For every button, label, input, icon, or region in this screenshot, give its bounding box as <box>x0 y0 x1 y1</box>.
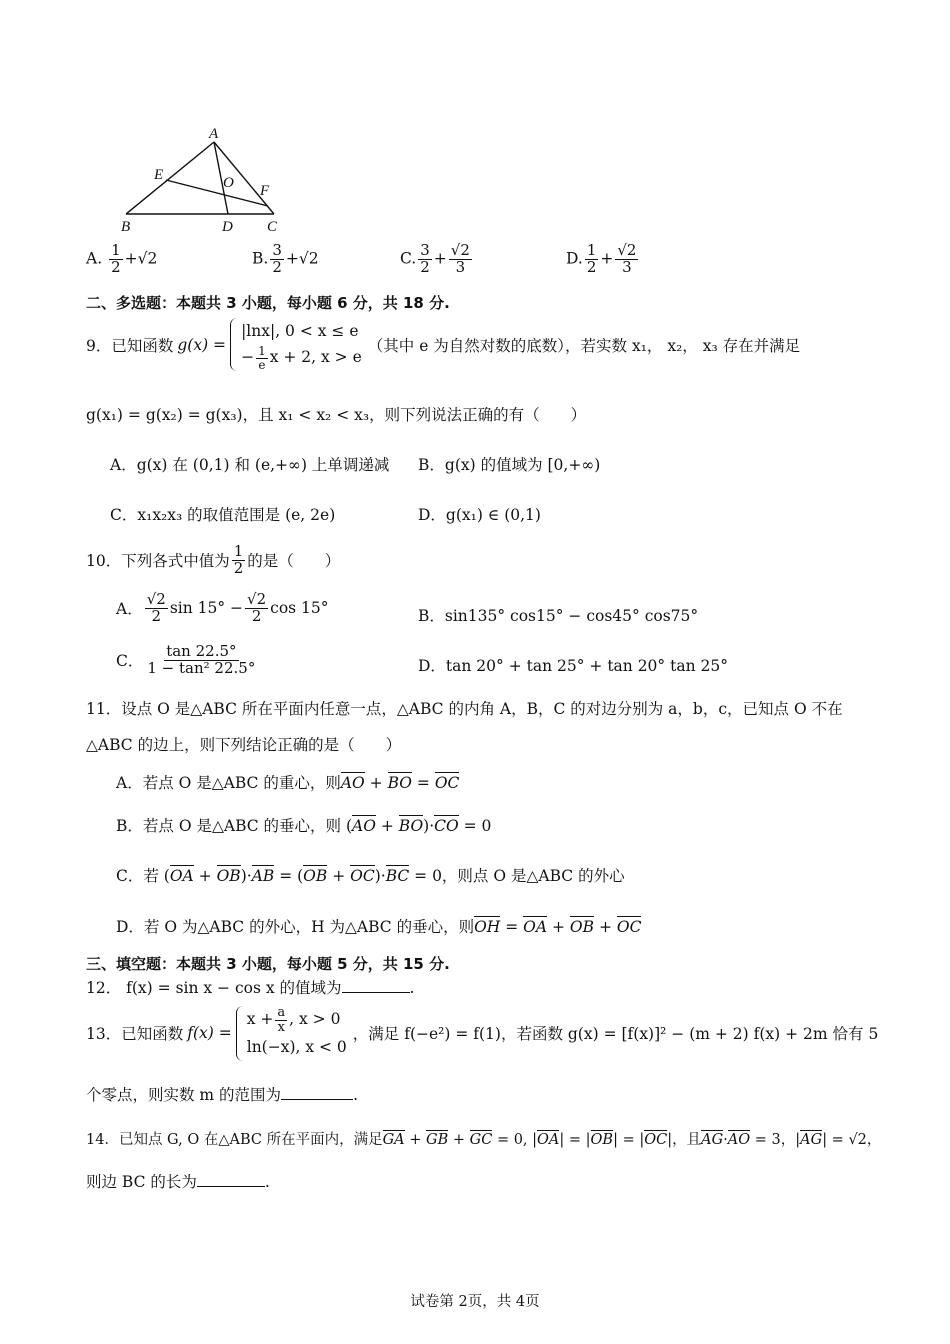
q8-option-b[interactable] <box>252 243 319 276</box>
q13-row1-frac <box>275 1006 287 1034</box>
q11-d-v1: OH <box>474 918 501 936</box>
triangle-lines <box>126 142 274 214</box>
q11-d-eq: = <box>500 918 524 936</box>
q11-a-v1: AO <box>340 774 365 792</box>
label-f: F <box>260 183 270 199</box>
label-b: B <box>121 219 131 235</box>
q14-v3: GC <box>469 1132 493 1148</box>
q11-option-d[interactable] <box>116 915 641 937</box>
q10-a-frac1 <box>145 592 168 625</box>
q8-d-frac1 <box>585 243 599 276</box>
q9-line2: g(x₁) = g(x₂) = g(x₃)，且 x₁ < x₂ < x₃，则下列说法正确的有（ ） <box>86 406 587 424</box>
q11-d-pre: D．若 O 为△ABC 的外心，H 为△ABC 的垂心，则 <box>116 918 475 936</box>
q13-row1-pre: x + <box>246 1010 274 1029</box>
q13-stem <box>86 1006 878 1061</box>
q8-a-frac <box>109 243 123 276</box>
q10-c-den: 1 − tan² 22.5° <box>147 658 256 677</box>
label-c: C <box>267 219 278 235</box>
section3-title: 三、填空题：本题共 3 小题，每小题 5 分，共 15 分. <box>86 955 450 973</box>
q9-row2-frac <box>256 345 268 371</box>
q8-a-label: A. <box>86 249 103 268</box>
q9-brace <box>230 318 237 371</box>
q9-option-a[interactable]: A．g(x) 在 (0,1) 和 (e,+∞) 上单调递减 <box>110 456 390 474</box>
q11-c-pre: C．若 ( <box>116 867 170 885</box>
q10-option-c[interactable] <box>116 644 259 677</box>
q14-v4: OA <box>537 1132 560 1148</box>
q11-d-p2: + <box>594 918 617 936</box>
q8-c-den2: 3 <box>455 257 466 276</box>
q11-c-plus2: + <box>327 867 351 885</box>
q10-stem <box>86 544 340 577</box>
q13-row1 <box>247 1006 347 1034</box>
q11-a-eq: = <box>411 774 435 792</box>
q11-option-c[interactable] <box>116 864 625 886</box>
q11-b-plus: + <box>375 817 399 835</box>
q8-d-den2: 3 <box>622 257 632 276</box>
q13-row1-post: , x > 0 <box>289 1010 341 1029</box>
q10-a-label: A． <box>116 600 143 619</box>
q14-line1 <box>86 1128 881 1149</box>
q14-v7: AG <box>701 1132 724 1148</box>
q8-c-frac1 <box>418 243 432 276</box>
q14-line2-text: 则边 BC 的长为 <box>86 1173 197 1191</box>
q14-v9: AG <box>800 1132 823 1148</box>
q8-b-den: 2 <box>272 257 282 276</box>
q10-option-b[interactable]: B．sin135° cos15° − cos45° cos75° <box>418 607 699 625</box>
q10-a-end: cos 15° <box>270 599 329 618</box>
q13-lead: 13．已知函数 <box>86 1025 184 1044</box>
q13-func: f(x) = <box>187 1024 232 1043</box>
q8-b-frac <box>270 243 284 276</box>
q11-c-v6: BC <box>385 867 410 885</box>
q8-d-label: D. <box>566 249 583 268</box>
q9-row1: |lnx|, 0 < x ≤ e <box>241 322 359 340</box>
q14-answer-blank[interactable] <box>197 1172 265 1187</box>
q14-v8: AO <box>727 1132 751 1148</box>
q9-option-c[interactable]: C．x₁x₂x₃ 的取值范围是 (e, 2e) <box>110 506 336 524</box>
q11-b-end: = 0 <box>458 817 492 835</box>
q8-b-label: B. <box>252 249 269 268</box>
line-ef <box>166 180 268 206</box>
q11-c-v5: OC <box>350 867 375 885</box>
q11-a-v3: OC <box>434 774 460 792</box>
q10-c-frac <box>145 644 257 677</box>
q9-option-b[interactable]: B．g(x) 的值域为 [0,+∞) <box>418 456 601 474</box>
q8-b-tail: +√2 <box>285 249 319 268</box>
q9-func: g(x) = <box>177 335 227 354</box>
section2-title: 二、多选题：本题共 3 小题，每小题 6 分，共 18 分. <box>86 294 450 312</box>
q11-c-eq: = ( <box>274 867 304 885</box>
q9-row2 <box>241 344 362 371</box>
q9-piecewise <box>230 318 362 371</box>
q11-b-v3: CO <box>434 817 459 835</box>
page-footer: 试卷第 2页，共 4页 <box>410 1294 540 1310</box>
q8-a-num: 1 <box>111 241 121 259</box>
q11-option-a[interactable] <box>116 771 459 793</box>
q9-row2-den: e <box>258 357 266 372</box>
q8-d-num: 1 <box>586 241 597 259</box>
q11-c-v1: OA <box>169 867 194 885</box>
q9-stem <box>86 318 800 371</box>
q10-a-d1: 2 <box>151 606 162 625</box>
q13-tail: ，满足 f(−e²) = f(1)，若函数 g(x) = [f(x)]² − (m + 2) f(x) + 2m 恰有 5 <box>352 1025 879 1044</box>
q10-a-frac2 <box>245 592 268 625</box>
q11-a-pre: A．若点 O 是△ABC 的重心，则 <box>116 774 341 792</box>
q14-mid3: | = | <box>613 1132 645 1148</box>
q8-c-label: C. <box>400 249 417 268</box>
q13-line2-text: 个零点，则实数 m 的范围为 <box>86 1086 282 1104</box>
q11-c-dot2: )· <box>374 867 386 885</box>
q11-a-plus: + <box>364 774 388 792</box>
label-a: A <box>209 126 219 142</box>
q8-b-num: 3 <box>272 241 282 259</box>
q12-end: . <box>409 979 415 997</box>
q13-brace <box>236 1006 243 1061</box>
q8-option-d[interactable] <box>566 243 640 276</box>
q8-d-frac2 <box>615 243 638 276</box>
q11-c-plus1: + <box>193 867 217 885</box>
label-o: O <box>223 175 234 191</box>
q8-a-tail: +√2 <box>124 249 158 268</box>
q14-pre: 14．已知点 G, O 在△ABC 所在平面内，满足 <box>86 1132 383 1148</box>
q12 <box>86 976 414 998</box>
q10-tail: 的是（ ） <box>247 552 341 571</box>
q14-v5: OB <box>590 1132 614 1148</box>
q12-answer-blank[interactable] <box>342 978 410 993</box>
q13-row1-den: x <box>277 1019 285 1035</box>
q10-num: 1 <box>233 542 244 560</box>
q10-lead: 10．下列各式中值为 <box>86 552 230 571</box>
q9-row2-num: 1 <box>258 344 266 359</box>
side-ab <box>126 142 214 214</box>
q8-c-plus: + <box>433 249 447 268</box>
q14-end: | = √2， <box>822 1132 882 1148</box>
q11-c-dot1: )· <box>240 867 252 885</box>
q8-d-den: 2 <box>586 257 597 276</box>
q14-v2: GB <box>426 1132 449 1148</box>
q14-mid2: | = | <box>559 1132 591 1148</box>
q10-a-n2: √2 <box>247 590 267 608</box>
q13-piecewise <box>236 1006 347 1061</box>
q8-option-a[interactable] <box>86 243 157 276</box>
q10-c-label: C． <box>116 652 144 671</box>
q13-line2 <box>86 1083 358 1105</box>
q8-a-den: 2 <box>111 257 121 276</box>
q10-den: 2 <box>233 558 244 577</box>
q11-d-v4: OC <box>616 918 642 936</box>
q11-b-pre: B．若点 O 是△ABC 的垂心，则 ( <box>116 817 353 835</box>
q10-a-d2: 2 <box>251 606 262 625</box>
q14-v6: OC <box>644 1132 668 1148</box>
q10-option-a[interactable] <box>116 592 329 625</box>
q14-mid1: = 0, | <box>492 1132 538 1148</box>
q9-row2-pre: − <box>241 348 255 367</box>
q11-option-b[interactable] <box>116 814 491 836</box>
q14-mid4: |，且 <box>667 1132 702 1148</box>
q10-frac <box>232 544 246 577</box>
q10-option-d[interactable]: D．tan 20° + tan 25° + tan 20° tan 25° <box>418 657 728 675</box>
q11-d-v3: OB <box>569 918 595 936</box>
q14-p2: + <box>448 1132 470 1148</box>
q13-end: . <box>353 1086 358 1104</box>
q10-c-num: tan 22.5° <box>166 642 237 660</box>
q14-v1: GA <box>382 1132 405 1148</box>
q9-tail: （其中 e 为自然对数的底数），若实数 x₁， x₂， x₃ 存在并满足 <box>367 336 801 355</box>
label-d: D <box>222 219 233 235</box>
q13-row1-num: a <box>277 1005 286 1020</box>
q13-answer-blank[interactable] <box>281 1085 353 1100</box>
q11-d-v2: OA <box>523 918 548 936</box>
q11-line1: 11．设点 O 是△ABC 所在平面内任意一点，△ABC 的内角 A，B，C 的对边分别为 a，b，c，已知点 O 不在 <box>86 700 843 718</box>
q8-option-c[interactable] <box>400 243 474 276</box>
q11-c-v2: OB <box>216 867 241 885</box>
q13-row2: ln(−x), x < 0 <box>246 1038 347 1057</box>
label-e: E <box>154 167 164 183</box>
q11-c-v4: OB <box>303 867 328 885</box>
q10-a-n1: √2 <box>146 590 166 608</box>
q9-option-d[interactable]: D．g(x₁) ∈ (0,1) <box>418 506 541 524</box>
q11-c-end: = 0，则点 O 是△ABC 的外心 <box>409 867 625 885</box>
q14-line2 <box>86 1170 270 1192</box>
q9-row2-post: x + 2, x > e <box>269 348 362 367</box>
q11-b-v2: BO <box>398 817 424 835</box>
q11-b-v1: AO <box>352 817 376 835</box>
q11-a-v2: BO <box>387 774 412 792</box>
q8-d-num2: √2 <box>617 241 637 259</box>
q9-lead: 9．已知函数 <box>86 336 174 355</box>
q10-a-mid: sin 15° − <box>169 599 244 618</box>
q14-p1: + <box>404 1132 427 1148</box>
q14-line2-end: . <box>264 1173 270 1191</box>
q11-d-p1: + <box>547 918 570 936</box>
q12-text: 12． f(x) = sin x − cos x 的值域为 <box>86 979 342 997</box>
q8-d-plus: + <box>600 249 614 268</box>
q11-c-v3: AB <box>251 867 275 885</box>
q14-dot: · <box>723 1132 728 1148</box>
q8-c-num: 3 <box>420 241 430 259</box>
triangle-figure <box>110 122 300 237</box>
q8-c-num2: √2 <box>450 241 470 259</box>
q14-mid5: = 3，| <box>750 1132 801 1148</box>
q11-b-mid: )· <box>423 817 435 835</box>
q8-c-frac2 <box>449 243 472 276</box>
q8-c-den: 2 <box>420 257 430 276</box>
q11-line2: △ABC 的边上，则下列结论正确的是（ ） <box>86 736 402 754</box>
